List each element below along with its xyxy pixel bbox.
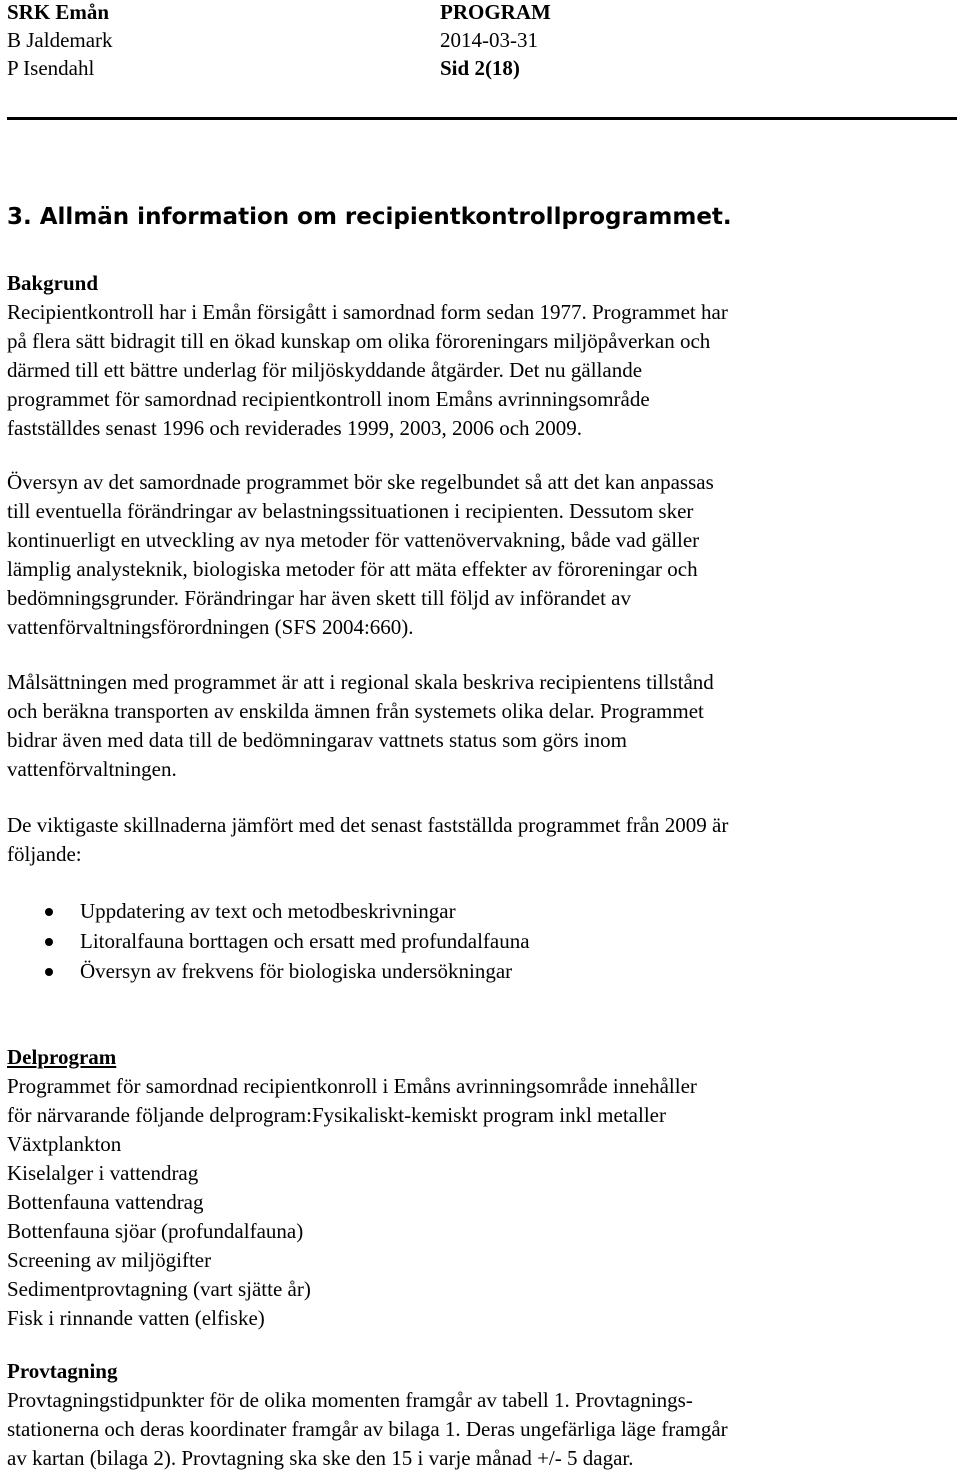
skillnader-paragraph <box>7 811 953 869</box>
delprogram-item: Sedimentprovtagning (vart sjätte år) <box>7 1277 311 1301</box>
paragraph-line: Översyn av det samordnade programmet bör ske regelbundet så att det kan anpassas <box>7 470 714 494</box>
delprogram-item: Kiselalger i vattendrag <box>7 1161 199 1185</box>
paragraph-line: vattenförvaltningsförordningen (SFS 2004:660). <box>7 615 414 639</box>
provtagning-section <box>7 1357 953 1473</box>
provtagning-heading: Provtagning <box>7 1359 118 1383</box>
page-header <box>7 0 953 100</box>
bakgrund-section <box>7 269 953 443</box>
section-title: 3. Allmän information om recipientkontrollprogrammet. <box>7 204 732 230</box>
paragraph-line: kontinuerligt en utveckling av nya metoder för vattenövervakning, både vad gäller <box>7 528 700 552</box>
paragraph-line: Programmet för samordnad recipientkonroll i Emåns avrinningsområde innehåller <box>7 1074 697 1098</box>
document-page <box>7 0 953 1470</box>
header-author-1: B Jaldemark <box>7 28 113 52</box>
paragraph-line: bedömningsgrunder. Förändringar har även skett till följd av införandet av <box>7 586 632 610</box>
delprogram-heading: Delprogram <box>7 1045 117 1069</box>
list-item-text: Litoralfauna borttagen och ersatt med profundalfauna <box>80 929 530 953</box>
paragraph-line: till eventuella förändringar av belastningssituationen i recipienten. Dessutom sker <box>7 499 694 523</box>
delprogram-item: Screening av miljögifter <box>7 1248 212 1272</box>
paragraph-line: därmed till ett bättre underlag för miljöskyddande åtgärder. Det nu gällande <box>7 358 643 382</box>
delprogram-item: Växtplankton <box>7 1132 122 1156</box>
paragraph-line: bidrar även med data till de bedömningarav vattnets status som görs inom <box>7 728 627 752</box>
bullet-icon <box>45 908 53 916</box>
bullet-icon <box>45 968 53 976</box>
paragraph-line: lämplig analysteknik, biologiska metoder för att mäta effekter av föroreningar och <box>7 557 698 581</box>
paragraph-line: fastställdes senast 1996 och reviderades 1999, 2003, 2006 och 2009. <box>7 416 583 440</box>
oversyn-paragraph <box>7 468 953 642</box>
paragraph-line: på flera sätt bidragit till en ökad kunskap om olika föroreningars miljöpåverkan och <box>7 329 711 353</box>
delprogram-item: Bottenfauna vattendrag <box>7 1190 204 1214</box>
bullet-icon <box>45 938 53 946</box>
header-page-number: Sid 2(18) <box>440 56 520 80</box>
header-author-2: P Isendahl <box>7 56 95 80</box>
paragraph-line: De viktigaste skillnaderna jämfört med det senast fastställda programmet från 2009 är <box>7 813 729 837</box>
bakgrund-heading: Bakgrund <box>7 271 99 295</box>
paragraph-line: Recipientkontroll har i Emån försigått i samordnad form sedan 1977. Programmet har <box>7 300 728 324</box>
header-date: 2014-03-31 <box>440 28 538 52</box>
paragraph-line: stationerna och deras koordinater framgår av bilaga 1. Deras ungefärliga läge framgår <box>7 1417 728 1441</box>
paragraph-line: programmet för samordnad recipientkontroll inom Emåns avrinningsområde <box>7 387 650 411</box>
paragraph-line: för närvarande följande delprogram:Fysikaliskt-kemiskt program inkl metaller <box>7 1103 666 1127</box>
delprogram-section <box>7 1043 953 1333</box>
paragraph-line: Provtagningstidpunkter för de olika momenten framgår av tabell 1. Provtagnings- <box>7 1388 693 1412</box>
header-divider <box>7 117 957 120</box>
delprogram-item: Fisk i rinnande vatten (elfiske) <box>7 1306 265 1330</box>
delprogram-item: Bottenfauna sjöar (profundalfauna) <box>7 1219 304 1243</box>
list-item-text: Uppdatering av text och metodbeskrivningar <box>80 899 456 923</box>
paragraph-line: vattenförvaltningen. <box>7 757 177 781</box>
header-doc-type: PROGRAM <box>440 0 551 24</box>
malsattning-paragraph <box>7 668 953 784</box>
paragraph-line: Målsättningen med programmet är att i regional skala beskriva recipientens tillstånd <box>7 670 714 694</box>
paragraph-line: följande: <box>7 842 82 866</box>
header-org: SRK Emån <box>7 0 110 24</box>
list-item-text: Översyn av frekvens för biologiska undersökningar <box>80 959 513 983</box>
paragraph-line: och beräkna transporten av enskilda ämnen från systemets olika delar. Programmet <box>7 699 704 723</box>
paragraph-line: av kartan (bilaga 2). Provtagning ska ske den 15 i varje månad +/- 5 dagar. <box>7 1446 634 1470</box>
